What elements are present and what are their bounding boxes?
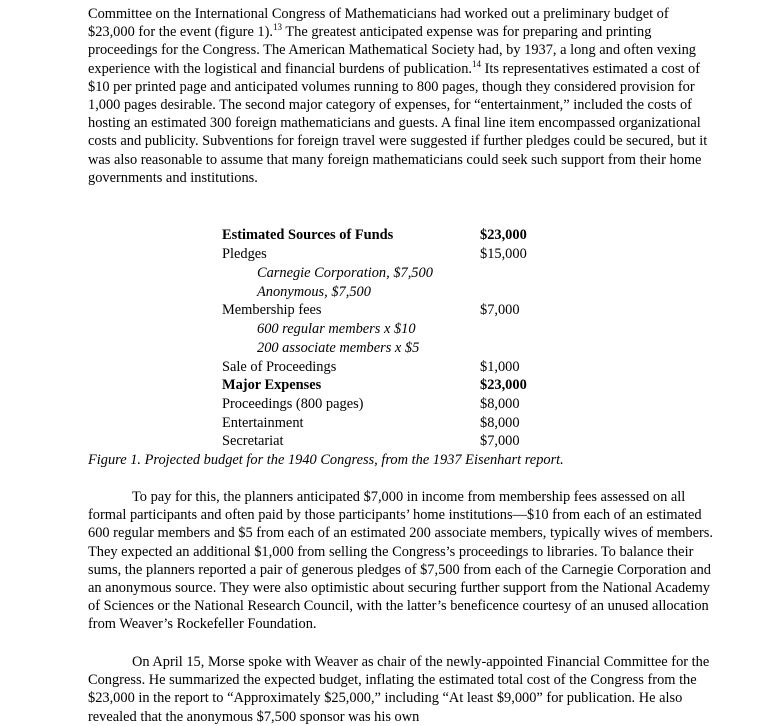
expenses-heading: Major Expenses — [222, 377, 322, 393]
pledge-anonymous: Anonymous, $7,500 — [257, 284, 371, 300]
sources-total: $23,000 — [480, 227, 527, 243]
membership-associate: 200 associate members x $5 — [257, 340, 420, 356]
pledge-carnegie: Carnegie Corporation, $7,500 — [257, 265, 433, 281]
pledges-label: Pledges — [222, 246, 267, 262]
sale-label: Sale of Proceedings — [222, 359, 337, 375]
secretariat-label: Secretariat — [222, 433, 284, 449]
sale-value: $1,000 — [480, 359, 520, 375]
proceedings-value: $8,000 — [480, 396, 520, 412]
paragraph-text: The greatest anticipated expense was for preparing and printing proceedings for the Congress. The American Mathematical Society had, by 1937, a long and often vexing experience with the logistical and financial burdens of publication. — [88, 24, 696, 77]
entertainment-value: $8,000 — [480, 415, 520, 431]
figure-caption: Figure 1. Projected budget for the 1940 Congress, from the 1937 Eisenhart report. — [88, 452, 564, 468]
secretariat-value: $7,000 — [480, 433, 520, 449]
membership-label: Membership fees — [222, 302, 322, 318]
proceedings-label: Proceedings (800 pages) — [222, 396, 364, 412]
paragraph-text: Its representatives estimated a cost of $10 per printed page and anticipated volumes running to 800 pages, though they considered provision for 1,000 pages desirable. The second major category of expenses, for “entertainment,” included the costs of hosting an estimated 300 foreign mathematicians and guests. A final line item encompassed organizational costs and publicity. Subventions for foreign travel were suggested if further pledges could be secured, but it was also reasonable to assume that many foreign mathematicians could seek such support from their home governments and institutions. — [88, 60, 708, 186]
footnote-13[interactable]: 13 — [273, 22, 283, 33]
footnote-14[interactable]: 14 — [472, 58, 482, 69]
expenses-total: $23,000 — [480, 377, 527, 393]
membership-value: $7,000 — [480, 302, 520, 318]
paragraph-text: Committee on the International Congress of Mathematicians had worked out a preliminary budget of $23,000 for the event (figure 1). — [88, 6, 669, 41]
paragraph-income: To pay for this, the planners anticipated $7,000 in income from membership fees assessed on all formal participants and often paid by those participants’ home institutions—$10 from each of an estimated 600 regular members and $5 from each of an estimated 200 associate members, typically wives of members. They expected an additional $1,000 from selling the Congress’s proceedings to libraries. To balance their sums, the planners reported a pair of generous pledges of $7,500 from each of the Carnegie Corporation and an anonymous source. They were also optimistic about securing further support from the National Academy of Sciences or the National Research Council, with the latter’s beneficence courtesy of an unused allocation from Weaver’s Rockefeller Foundation. — [88, 489, 713, 633]
membership-regular: 600 regular members x $10 — [257, 321, 416, 337]
paragraph-morse-weaver: On April 15, Morse spoke with Weaver as chair of the newly-appointed Financial Committee for the Congress. He summarized the expected budget, inflating the estimated total cost of the Congress from the $23,000 in the report to “Approximately $25,000,” including “At least $9,000” for publication. He also revealed that the anonymous $7,500 sponsor was his own — [88, 654, 710, 725]
entertainment-label: Entertainment — [222, 415, 304, 431]
sources-heading: Estimated Sources of Funds — [222, 227, 394, 243]
pledges-value: $15,000 — [480, 246, 527, 262]
